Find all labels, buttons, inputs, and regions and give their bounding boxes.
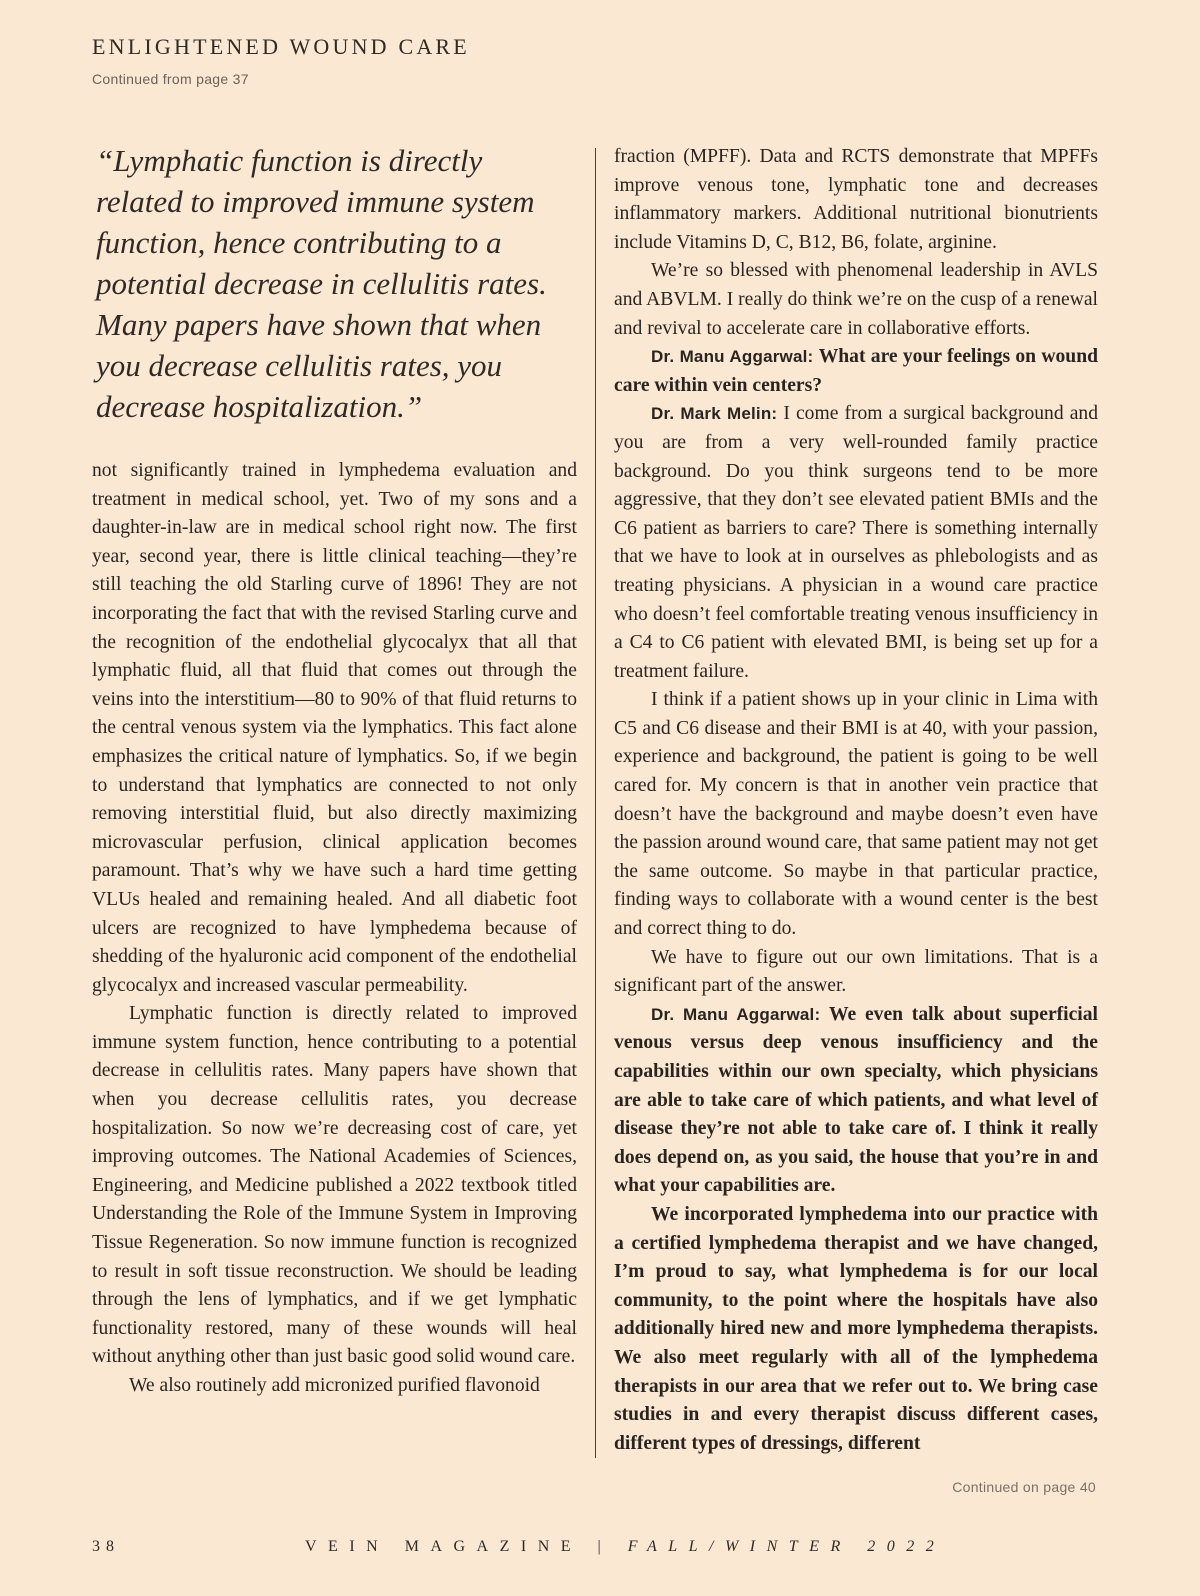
interview-question [614, 343, 1098, 400]
question-text: We even talk about superficial venous versus deep venous insufficiency and the capabilities within our own specialty, which physicians are able to take care of which patients, and what level of disease they’re not able to take care of. I think it really does depend on, as you said, the house that you’re in and what your capabilities are. [614, 1003, 1098, 1197]
interview-question [614, 1001, 1098, 1201]
issue-label: FALL/WINTER 2022 [627, 1538, 946, 1555]
right-column [614, 143, 1098, 1458]
magazine-name: VEIN MAGAZINE [305, 1538, 583, 1555]
footer-line [305, 1538, 945, 1556]
question-continuation: We incorporated lymphedema into our practice with a certified lymphedema therapist and we have changed, I’m proud to say, what lymphedema is for our local community, to the point where the hospitals have also additionally hired new and more lymphedema therapists. We also meet regularly with all of the lymphedema therapists in our area that we refer out to. We bring case studies in and every therapist discuss different cases, different types of dressings, different [614, 1203, 1098, 1454]
speaker-label: Dr. Manu Aggarwal: [651, 347, 814, 367]
speaker-label: Dr. Manu Aggarwal: [651, 1004, 821, 1024]
interview-answer [614, 400, 1098, 686]
column-divider [595, 148, 596, 1458]
continued-on-note: Continued on page 40 [952, 1479, 1096, 1495]
running-head: ENLIGHTENED WOUND CARE [92, 34, 470, 59]
body-paragraph: We’re so blessed with phenomenal leadership in AVLS and ABVLM. I really do think we’re on the cusp of a renewal and revival to accelerate care in collaborative efforts. [614, 260, 1098, 339]
question-text: What are your feelings on wound care within vein centers? [614, 346, 1098, 396]
left-column [92, 457, 577, 1401]
body-paragraph: Lymphatic function is directly related to improved immune system function, hence contributing to a potential decrease in cellulitis rates. Many papers have shown that when you decrease cellulitis rates, you decrease hospitalization. So now we’re decreasing cost of care, yet improving outcomes. The National Academies of Sciences, Engineering, and Medicine published a 2022 textbook titled Understanding the Role of the Immune System in Improving Tissue Regeneration. So now immune function is recognized to result in soft tissue reconstruction. We should be leading through the lens of lymphatics, and if we get lymphatic functionality restored, many of these wounds will heal without anything other than just basic good solid wound care. [92, 1003, 577, 1368]
answer-text: I come from a surgical background and you are from a very well-rounded family practice background. Do you think surgeons tend to be more aggressive, that they don’t see elevated patient BMIs and the C6 patient as barriers to care? There is something internally that we have to look at in ourselves as phlebologists and as treating physicians. A physician in a wound care practice who doesn’t feel comfortable treating venous insufficiency in a C4 to C6 patient with elevated BMI, is being set up for a treatment failure. [614, 403, 1098, 682]
page-number: 38 [92, 1538, 120, 1555]
speaker-label: Dr. Mark Melin: [651, 404, 778, 424]
pull-quote-text: “Lymphatic function is directly related to improved immune system function, hence contributing to a potential decrease in cellulitis rates. Many papers have shown that when you decrease cellulitis rates, you decrease hospitalization.” [96, 143, 547, 424]
body-paragraph: We also routinely add micronized purified flavonoid [129, 1375, 540, 1396]
body-paragraph: We have to figure out our own limitations. That is a significant part of the answer. [614, 946, 1098, 997]
pull-quote [96, 140, 576, 427]
continued-from-note: Continued from page 37 [92, 71, 249, 87]
body-paragraph: not significantly trained in lymphedema evaluation and treatment in medical school, yet. Two of my sons and a daughter-in-law are in medical school right now. The first year, second year, there is little clinical teaching—they’re still teaching the old Starling curve of 1896! They are not incorporating the fact that with the revised Starling curve and the recognition of the endothelial glycocalyx that all that lymphatic fluid, all that fluid that comes out through the veins into the interstitium—80 to 90% of that fluid returns to the central venous system via the lymphatics. This fact alone emphasizes the critical nature of lymphatics. So, if we begin to understand that lymphatics are connected to not only removing interstitial fluid, but also directly maximizing microvascular perfusion, clinical application becomes paramount. That’s why we have such a hard time getting VLUs healed and remaining healed. And all diabetic foot ulcers are recognized to have lymphedema because of shedding of the hyaluronic acid component of the endothelial glycocalyx and increased vascular permeability. [92, 460, 577, 996]
footer-separator: | [597, 1538, 613, 1555]
body-paragraph: fraction (MPFF). Data and RCTS demonstrate that MPFFs improve venous tone, lymphatic tone and decreases inflammatory markers. Additional nutritional bionutrients include Vitamins D, C, B12, B6, folate, arginine. [614, 146, 1098, 253]
body-paragraph: I think if a patient shows up in your clinic in Lima with C5 and C6 disease and their BMI is at 40, with your passion, experience and background, the patient is going to be well cared for. My concern is that in another vein practice that doesn’t have the background and maybe doesn’t even have the passion around wound care, that same patient may not get the same outcome. So maybe in that particular practice, finding ways to collaborate with a wound center is the best and correct thing to do. [614, 689, 1098, 940]
